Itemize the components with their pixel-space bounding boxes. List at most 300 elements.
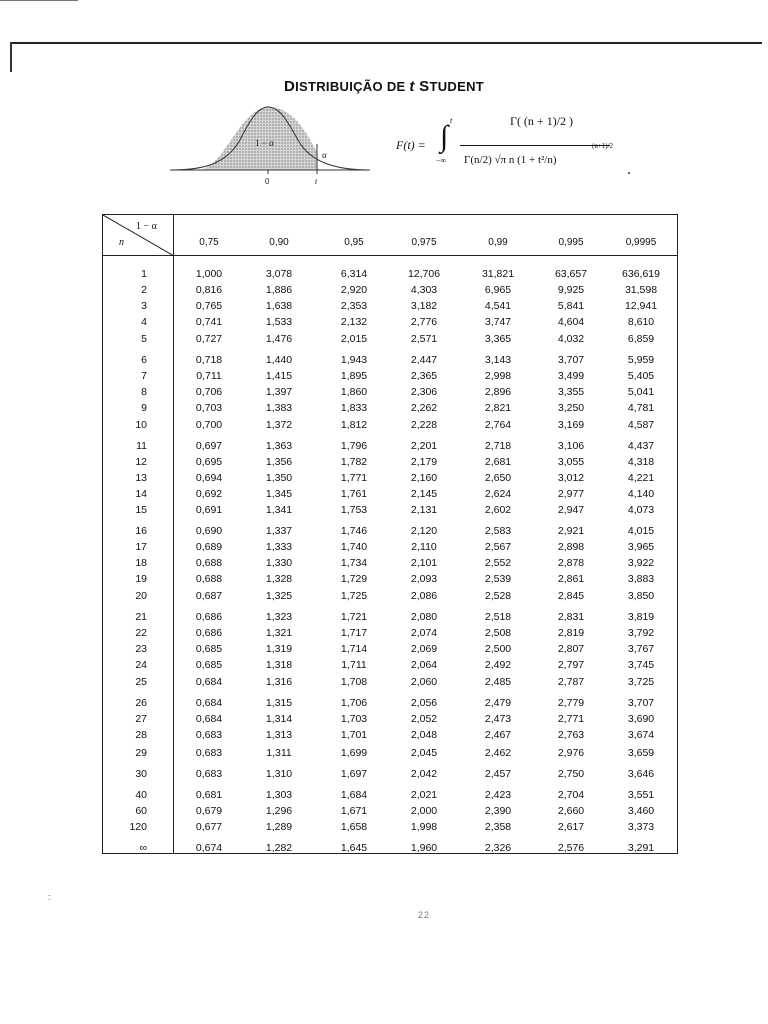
table-cell: 2,787 xyxy=(557,676,585,688)
table-cell: 2,976 xyxy=(557,747,585,759)
table-row xyxy=(103,300,679,315)
table-cell: 2,878 xyxy=(557,557,585,569)
table-cell: 2,201 xyxy=(410,440,438,452)
table-cell: 1,895 xyxy=(340,370,368,382)
table-cell: 0,741 xyxy=(195,316,223,328)
table-cell: 3,169 xyxy=(557,419,585,431)
table-cell: 0,688 xyxy=(195,573,223,585)
table-cell: 3,690 xyxy=(627,713,655,725)
table-cell: 0,688 xyxy=(195,557,223,569)
table-cell: 1,397 xyxy=(265,386,293,398)
table-cell: 3,373 xyxy=(627,821,655,833)
table-cell: 1,363 xyxy=(265,440,293,452)
table-cell: 0,727 xyxy=(195,333,223,345)
table-cell: 4,032 xyxy=(557,333,585,345)
table-cell: 2,763 xyxy=(557,729,585,741)
table-cell: 4,781 xyxy=(627,402,655,414)
table-cell: 2,602 xyxy=(484,504,512,516)
table-cell: 1,314 xyxy=(265,713,293,725)
table-cell: 2,583 xyxy=(484,525,512,537)
table-cell: 0,765 xyxy=(195,300,223,312)
table-cell: 2,704 xyxy=(557,789,585,801)
table-row xyxy=(103,697,679,712)
table-cell: 2,821 xyxy=(484,402,512,414)
table-cell: 3,792 xyxy=(627,627,655,639)
degrees-of-freedom: 11 xyxy=(136,440,147,452)
table-cell: 2,042 xyxy=(410,768,438,780)
table-cell: 12,706 xyxy=(407,268,441,280)
degrees-of-freedom: 5 xyxy=(141,333,147,345)
table-cell: 4,318 xyxy=(627,456,655,468)
table-cell: 4,073 xyxy=(627,504,655,516)
table-cell: 2,977 xyxy=(557,488,585,500)
table-cell: 1,337 xyxy=(265,525,293,537)
table-cell: 0,697 xyxy=(195,440,223,452)
degrees-of-freedom: 14 xyxy=(135,488,147,500)
table-cell: 2,921 xyxy=(557,525,585,537)
table-cell: 0,684 xyxy=(195,676,223,688)
table-cell: 2,896 xyxy=(484,386,512,398)
table-cell: 0,711 xyxy=(196,370,222,382)
degrees-of-freedom: 13 xyxy=(135,472,147,484)
degrees-of-freedom: 12 xyxy=(135,456,147,468)
table-cell: 0,679 xyxy=(195,805,223,817)
t-distribution-curve-figure xyxy=(170,100,370,190)
degrees-of-freedom: 4 xyxy=(141,316,147,328)
table-cell: 0,684 xyxy=(195,697,223,709)
table-cell: 1,658 xyxy=(340,821,368,833)
label-t: t xyxy=(315,177,318,186)
table-cell: 1,782 xyxy=(340,456,368,468)
table-row xyxy=(103,316,679,331)
table-cell: 2,326 xyxy=(484,842,512,854)
table-cell: 1,533 xyxy=(265,316,293,328)
table-cell: 0,703 xyxy=(195,402,223,414)
formula-numerator: Γ( (n + 1)/2 ) xyxy=(510,114,574,128)
table-cell: 0,718 xyxy=(195,354,223,366)
table-cell: 1,701 xyxy=(340,729,368,741)
table-cell: 9,925 xyxy=(557,284,585,296)
table-cell: 4,140 xyxy=(627,488,655,500)
table-cell: 2,052 xyxy=(410,713,438,725)
label-1-alpha: 1 − α xyxy=(255,138,274,148)
table-cell: 2,045 xyxy=(410,747,438,759)
column-header: 0,9995 xyxy=(625,237,657,248)
table-cell: 1,812 xyxy=(340,419,368,431)
table-cell: 0,683 xyxy=(195,768,223,780)
degrees-of-freedom: 21 xyxy=(135,611,147,623)
table-cell: 2,457 xyxy=(484,768,512,780)
table-row xyxy=(103,541,679,556)
table-cell: 3,291 xyxy=(627,842,655,854)
table-cell: 2,074 xyxy=(410,627,438,639)
column-header: 0,95 xyxy=(344,237,364,248)
table-row xyxy=(103,659,679,674)
table-cell: 1,356 xyxy=(265,456,293,468)
table-cell: 1,311 xyxy=(266,747,292,759)
table-cell: 0,694 xyxy=(195,472,223,484)
table-row xyxy=(103,821,679,836)
table-cell: 1,753 xyxy=(340,504,368,516)
table-row xyxy=(103,768,679,783)
table-cell: 4,303 xyxy=(410,284,438,296)
table-cell: 2,086 xyxy=(410,590,438,602)
degrees-of-freedom: 28 xyxy=(135,729,147,741)
table-row xyxy=(103,643,679,658)
table-cell: 1,699 xyxy=(340,747,368,759)
table-cell: 3,250 xyxy=(557,402,585,414)
integral-sign: ∫ xyxy=(440,120,449,153)
degrees-of-freedom: 24 xyxy=(135,659,147,671)
table-cell: 3,659 xyxy=(627,747,655,759)
table-cell: 2,518 xyxy=(484,611,512,623)
table-cell: 3,460 xyxy=(627,805,655,817)
degrees-of-freedom: 120 xyxy=(129,821,147,833)
table-cell: 0,695 xyxy=(195,456,223,468)
table-cell: 3,725 xyxy=(627,676,655,688)
table-cell: 636,619 xyxy=(622,268,660,280)
degrees-of-freedom: 17 xyxy=(135,541,147,553)
table-cell: 2,898 xyxy=(557,541,585,553)
table-cell: 1,860 xyxy=(340,386,368,398)
table-cell: 1,372 xyxy=(265,419,293,431)
table-cell: 3,965 xyxy=(627,541,655,553)
label-zero: 0 xyxy=(265,177,270,186)
table-row xyxy=(103,805,679,820)
table-cell: 2,947 xyxy=(557,504,585,516)
formula-denominator: Γ(n/2) √π n (1 + t²/n) xyxy=(464,154,557,166)
table-cell: 1,671 xyxy=(340,805,368,817)
table-cell: 2,920 xyxy=(340,284,368,296)
table-cell: 8,610 xyxy=(627,316,655,328)
table-cell: 2,831 xyxy=(557,611,585,623)
table-cell: 2,467 xyxy=(484,729,512,741)
degrees-of-freedom: 18 xyxy=(135,557,147,569)
table-cell: 0,684 xyxy=(195,713,223,725)
table-row xyxy=(103,611,679,626)
table-cell: 0,691 xyxy=(195,504,223,516)
table-cell: 1,943 xyxy=(340,354,368,366)
table-cell: 3,707 xyxy=(557,354,585,366)
table-cell: 2,539 xyxy=(484,573,512,585)
table-cell: 3,365 xyxy=(484,333,512,345)
table-cell: 1,771 xyxy=(340,472,368,484)
table-cell: 0,674 xyxy=(195,842,223,854)
table-cell: 12,941 xyxy=(624,300,658,312)
table-cell: 1,303 xyxy=(265,789,293,801)
table-cell: 2,776 xyxy=(410,316,438,328)
table-cell: 2,797 xyxy=(557,659,585,671)
formula-exponent: (n+1)/2 xyxy=(592,142,614,150)
label-alpha: α xyxy=(322,150,327,160)
table-cell: 3,745 xyxy=(627,659,655,671)
table-cell: 2,807 xyxy=(557,643,585,655)
table-cell: 1,310 xyxy=(265,768,293,780)
corner-alpha-label: 1 − α xyxy=(136,221,157,232)
table-cell: 2,365 xyxy=(410,370,438,382)
table-cell: 2,819 xyxy=(557,627,585,639)
table-cell: 1,998 xyxy=(410,821,438,833)
table-row xyxy=(103,676,679,691)
degrees-of-freedom: ∞ xyxy=(139,842,147,854)
table-cell: 2,064 xyxy=(410,659,438,671)
table-cell: 2,567 xyxy=(484,541,512,553)
table-cell: 2,021 xyxy=(410,789,438,801)
table-cell: 2,779 xyxy=(557,697,585,709)
table-cell: 1,746 xyxy=(340,525,368,537)
table-cell: 1,321 xyxy=(265,627,293,639)
page-number: 22 xyxy=(418,910,431,920)
table-row xyxy=(103,456,679,471)
table-cell: 1,383 xyxy=(265,402,293,414)
table-row xyxy=(103,333,679,348)
table-cell: 2,101 xyxy=(410,557,438,569)
table-row xyxy=(103,627,679,642)
table-cell: 0,683 xyxy=(195,729,223,741)
table-row xyxy=(103,386,679,401)
table-row xyxy=(103,713,679,728)
table-row xyxy=(103,525,679,540)
table-cell: 2,069 xyxy=(410,643,438,655)
table-cell: 4,437 xyxy=(627,440,655,452)
column-header: 0,99 xyxy=(488,237,508,248)
table-cell: 2,358 xyxy=(484,821,512,833)
table-cell: 2,306 xyxy=(410,386,438,398)
table-cell: 6,965 xyxy=(484,284,512,296)
table-cell: 1,708 xyxy=(340,676,368,688)
table-cell: 2,462 xyxy=(484,747,512,759)
table-cell: 2,552 xyxy=(484,557,512,569)
table-cell: 2,132 xyxy=(340,316,368,328)
header-separator xyxy=(103,255,677,256)
top-rule xyxy=(10,42,762,44)
degrees-of-freedom: 22 xyxy=(135,627,147,639)
table-cell: 1,703 xyxy=(340,713,368,725)
table-cell: 2,000 xyxy=(410,805,438,817)
table-cell: 2,048 xyxy=(410,729,438,741)
table-cell: 3,499 xyxy=(557,370,585,382)
table-cell: 2,479 xyxy=(484,697,512,709)
table-cell: 3,355 xyxy=(557,386,585,398)
table-cell: 2,500 xyxy=(484,643,512,655)
table-cell: 4,015 xyxy=(627,525,655,537)
table-cell: 6,859 xyxy=(627,333,655,345)
table-cell: 3,012 xyxy=(557,472,585,484)
table-cell: 1,000 xyxy=(195,268,223,280)
table-cell: 2,056 xyxy=(410,697,438,709)
table-cell: 0,686 xyxy=(195,611,223,623)
degrees-of-freedom: 7 xyxy=(141,370,147,382)
degrees-of-freedom: 2 xyxy=(141,284,147,296)
table-cell: 0,686 xyxy=(195,627,223,639)
table-cell: 1,717 xyxy=(340,627,368,639)
table-cell: 1,318 xyxy=(265,659,293,671)
table-cell: 0,683 xyxy=(195,747,223,759)
table-cell: 2,015 xyxy=(340,333,368,345)
table-cell: 2,998 xyxy=(484,370,512,382)
column-header: 0,995 xyxy=(558,237,584,248)
table-cell: 1,886 xyxy=(265,284,293,296)
table-cell: 2,110 xyxy=(411,541,437,553)
table-cell: 1,350 xyxy=(265,472,293,484)
table-cell: 1,645 xyxy=(340,842,368,854)
table-cell: 1,761 xyxy=(340,488,368,500)
table-cell: 2,617 xyxy=(557,821,585,833)
table-cell: 63,657 xyxy=(554,268,588,280)
table-cell: 0,681 xyxy=(195,789,223,801)
table-cell: 2,571 xyxy=(410,333,438,345)
table-cell: 2,262 xyxy=(410,402,438,414)
table-cell: 4,587 xyxy=(627,419,655,431)
degrees-of-freedom: 60 xyxy=(135,805,147,817)
table-cell: 1,313 xyxy=(265,729,293,741)
table-row xyxy=(103,370,679,385)
table-cell: 2,650 xyxy=(484,472,512,484)
scan-edge-mark xyxy=(0,0,78,1)
degrees-of-freedom: 27 xyxy=(135,713,147,725)
table-cell: 31,821 xyxy=(481,268,515,280)
table-row xyxy=(103,284,679,299)
table-cell: 3,106 xyxy=(557,440,585,452)
table-cell: 3,819 xyxy=(627,611,655,623)
table-cell: 2,718 xyxy=(484,440,512,452)
table-cell: 5,841 xyxy=(557,300,585,312)
table-cell: 2,473 xyxy=(484,713,512,725)
formula-lhs: F(t) = xyxy=(396,138,426,152)
cdf-formula xyxy=(392,112,652,192)
table-cell: 1,711 xyxy=(341,659,367,671)
table-cell: 1,330 xyxy=(265,557,293,569)
table-cell: 3,646 xyxy=(627,768,655,780)
table-row xyxy=(103,590,679,605)
left-rule xyxy=(10,42,12,72)
table-cell: 2,576 xyxy=(557,842,585,854)
stray-dot xyxy=(628,172,630,174)
table-cell: 0,687 xyxy=(195,590,223,602)
integral-upper-limit: t xyxy=(450,116,453,125)
table-row xyxy=(103,729,679,744)
degrees-of-freedom: 40 xyxy=(135,789,147,801)
page-title: DISTRIBUIÇÃO DE t STUDENT xyxy=(283,78,485,95)
table-cell: 5,405 xyxy=(627,370,655,382)
table-row xyxy=(103,557,679,572)
table-cell: 2,447 xyxy=(410,354,438,366)
table-cell: 2,160 xyxy=(410,472,438,484)
table-cell: 2,353 xyxy=(340,300,368,312)
table-cell: 2,845 xyxy=(557,590,585,602)
table-cell: 2,771 xyxy=(557,713,585,725)
degrees-of-freedom: 3 xyxy=(141,300,147,312)
table-cell: 1,282 xyxy=(265,842,293,854)
table-cell: 3,850 xyxy=(627,590,655,602)
degrees-of-freedom: 23 xyxy=(135,643,147,655)
table-cell: 3,922 xyxy=(627,557,655,569)
table-row xyxy=(103,354,679,369)
table-cell: 2,423 xyxy=(484,789,512,801)
table-cell: 1,734 xyxy=(340,557,368,569)
table-cell: 2,485 xyxy=(484,676,512,688)
table-cell: 31,598 xyxy=(624,284,658,296)
table-row xyxy=(103,419,679,434)
table-cell: 1,289 xyxy=(265,821,293,833)
table-row xyxy=(103,842,679,857)
table-cell: 0,706 xyxy=(195,386,223,398)
degrees-of-freedom: 20 xyxy=(135,590,147,602)
table-cell: 2,060 xyxy=(410,676,438,688)
table-cell: 5,959 xyxy=(627,354,655,366)
table-cell: 0,685 xyxy=(195,643,223,655)
table-cell: 3,055 xyxy=(557,456,585,468)
stray-scan-mark: : xyxy=(48,892,51,902)
degrees-of-freedom: 25 xyxy=(135,676,147,688)
table-cell: 2,228 xyxy=(410,419,438,431)
table-cell: 2,861 xyxy=(557,573,585,585)
table-row xyxy=(103,440,679,455)
table-cell: 1,960 xyxy=(410,842,438,854)
table-cell: 1,725 xyxy=(340,590,368,602)
column-header: 0,975 xyxy=(411,237,437,248)
table-cell: 1,476 xyxy=(265,333,293,345)
table-cell: 3,674 xyxy=(627,729,655,741)
table-cell: 1,315 xyxy=(265,697,293,709)
table-cell: 3,883 xyxy=(627,573,655,585)
table-cell: 2,681 xyxy=(484,456,512,468)
table-cell: 4,541 xyxy=(484,300,512,312)
column-header: 0,75 xyxy=(199,237,219,248)
degrees-of-freedom: 16 xyxy=(135,525,147,537)
degrees-of-freedom: 30 xyxy=(135,768,147,780)
table-cell: 0,689 xyxy=(195,541,223,553)
table-cell: 3,767 xyxy=(627,643,655,655)
table-cell: 3,551 xyxy=(627,789,655,801)
fraction-bar xyxy=(460,145,610,146)
table-cell: 1,440 xyxy=(265,354,293,366)
table-cell: 1,325 xyxy=(265,590,293,602)
table-cell: 1,319 xyxy=(265,643,293,655)
degrees-of-freedom: 26 xyxy=(135,697,147,709)
table-cell: 2,764 xyxy=(484,419,512,431)
table-cell: 1,729 xyxy=(340,573,368,585)
table-cell: 2,508 xyxy=(484,627,512,639)
table-cell: 6,314 xyxy=(340,268,368,280)
table-row xyxy=(103,402,679,417)
table-row xyxy=(103,472,679,487)
corner-n-label: n xyxy=(119,237,124,248)
table-cell: 1,684 xyxy=(340,789,368,801)
table-cell: 2,492 xyxy=(484,659,512,671)
degrees-of-freedom: 9 xyxy=(141,402,147,414)
table-cell: 0,692 xyxy=(195,488,223,500)
table-cell: 0,690 xyxy=(195,525,223,537)
table-cell: 3,747 xyxy=(484,316,512,328)
table-cell: 3,078 xyxy=(265,268,293,280)
table-cell: 2,390 xyxy=(484,805,512,817)
table-cell: 1,316 xyxy=(265,676,293,688)
degrees-of-freedom: 1 xyxy=(141,268,147,280)
table-cell: 2,624 xyxy=(484,488,512,500)
table-row xyxy=(103,573,679,588)
table-cell: 1,328 xyxy=(265,573,293,585)
table-cell: 2,145 xyxy=(410,488,438,500)
table-cell: 1,415 xyxy=(265,370,293,382)
table-cell: 0,677 xyxy=(195,821,223,833)
table-cell: 1,638 xyxy=(265,300,293,312)
table-cell: 2,179 xyxy=(410,456,438,468)
table-cell: 2,660 xyxy=(557,805,585,817)
table-cell: 1,796 xyxy=(340,440,368,452)
table-cell: 1,714 xyxy=(340,643,368,655)
degrees-of-freedom: 6 xyxy=(141,354,147,366)
